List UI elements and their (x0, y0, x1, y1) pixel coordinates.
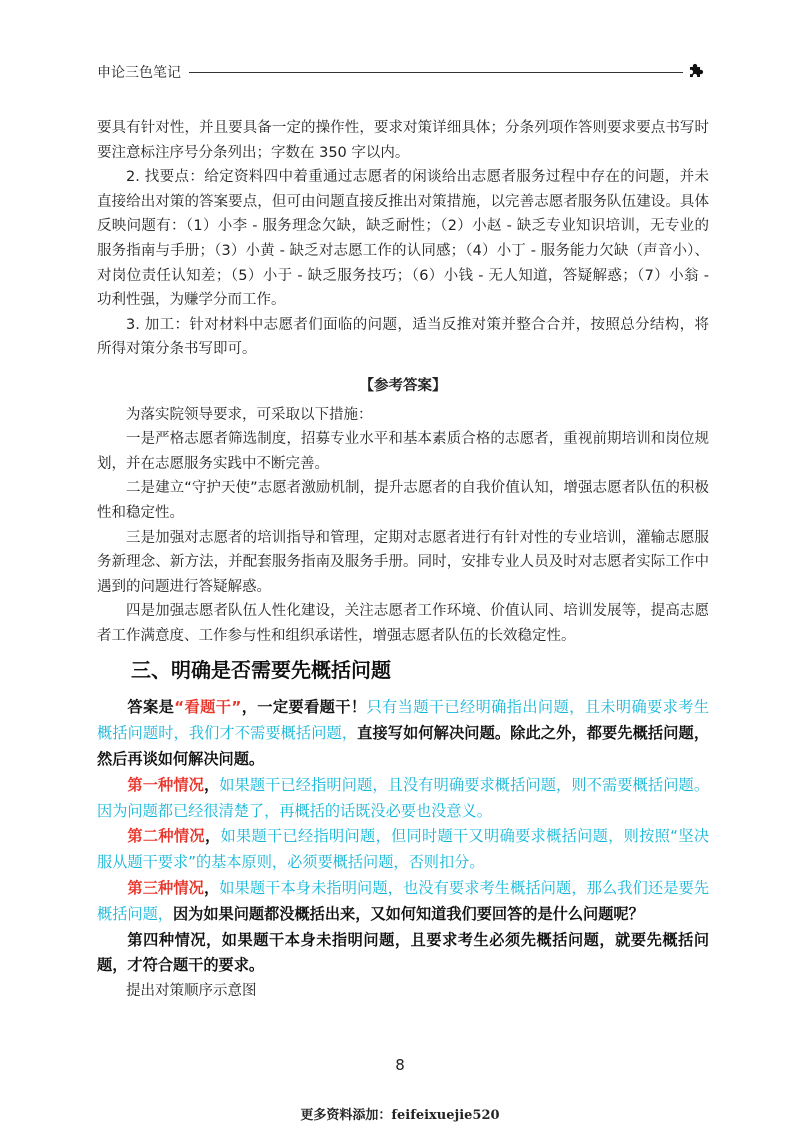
figure-caption: 提出对策顺序示意图 (126, 983, 257, 1000)
case-2-text: 如果题干已经指明问题，但同时题干又明确要求概括问题，则按照“坚决服从题干要求”的基本原则，必须要概括问题，否则扣分。 (97, 827, 710, 872)
intro-paragraph-2: 2. 找要点：给定资料四中着重通过志愿者的闲谈给出志愿者服务过程中存在的问题，并未直接给出对策的答案要点，但可由问题直接反推出对策措施，以完善志愿者服务队伍建设。具体反映问题有：（1）小李 - 服务理念欠缺，缺乏耐性；（2）小赵 - 缺乏专业知识培训，无专业的服务指南与手册；（3）小黄 - 缺乏对志愿工作的认同感；（4）小丁 - 服务能力欠缺（声音小）、对岗位责任认知差；（5）小于 - 缺乏服务技巧；（6）小钱 - 无人知道，答疑解惑；（7）小翁 - 功利性强，为赚学分而工作。 (97, 169, 709, 309)
case-1 (97, 773, 709, 825)
case-1-comma: ， (203, 775, 220, 794)
answer-lead: 为落实院领导要求，可采取以下措施： (126, 406, 373, 423)
case-1-label: 第一种情况 (127, 775, 204, 794)
answer-item-1: 一是严格志愿者筛选制度，招募专业水平和基本素质合格的志愿者，重视前期培训和岗位规划，并在志愿服务实践中不断完善。 (97, 431, 709, 472)
case-2 (97, 824, 709, 876)
case-2-label: 第二种情况 (127, 827, 205, 846)
header-title: 申论三色笔记 (97, 65, 181, 81)
section-paragraph-1 (97, 695, 709, 772)
only-when-highlight: 只有当题干已经明确指出问题，且未明确要求考生概括问题时，我们才不需要概括问题， (97, 698, 710, 743)
case-3-comma: ， (203, 879, 220, 898)
case-4: 第四种情况，如果题干本身未指明问题，且要求考生必须先概括问题，就要先概括问题，才符合题干的要求。 (97, 930, 709, 975)
puzzle-piece-icon (687, 60, 707, 80)
direct-write-text: 直接写如何解决问题。除此之外，都要先概括问题，然后再谈如何解决问题。 (97, 724, 710, 769)
page-number: 8 (395, 1056, 405, 1074)
intro-paragraph-1: 要具有针对性，并且要具备一定的操作性，要求对策详细具体；分条列项作答则要求要点书写时要注意标注序号分条列出；字数在 350 字以内。 (97, 120, 709, 161)
page-content (97, 116, 709, 1003)
see-stem-highlight: “看题干” (174, 698, 242, 717)
header-rule (189, 72, 683, 73)
case-1-text: 如果题干已经指明问题，且没有明确要求概括问题，则不需要概括问题。因为问题都已经很清楚了，再概括的话既没必要也没意义。 (97, 775, 710, 820)
page-header (97, 60, 707, 84)
answer-item-2: 二是建立“守护天使”志愿者激励机制，提升志愿者的自我价值认知，增强志愿者队伍的积极性和稳定性。 (97, 480, 709, 521)
answer-is-text: 答案是 (127, 698, 175, 717)
section-title: 三、明确是否需要先概括问题 (131, 658, 391, 683)
answer-item-3: 三是加强对志愿者的培训指导和管理，定期对志愿者进行有针对性的专业培训，灌输志愿服务新理念、新方法，并配套服务指南及服务手册。同时，安排专业人员及时对志愿者实际工作中遇到的问题进行答疑解惑。 (97, 529, 709, 595)
case-3-label: 第三种情况 (127, 879, 204, 898)
answer-item-4: 四是加强志愿者队伍人性化建设，关注志愿者工作环境、价值认同、培训发展等，提高志愿者工作满意度、工作参与性和组织承诺性，增强志愿者队伍的长效稳定性。 (97, 603, 709, 644)
footer-note: 更多资料添加：feifeixuejie520 (300, 1108, 500, 1123)
case-3 (97, 876, 709, 928)
answer-heading: 【参考答案】 (359, 377, 447, 394)
case-3-text: 如果题干本身未指明问题，也没有要求考生概括问题，那么我们还是要先概括问题， (97, 879, 710, 923)
must-see-stem-text: ，一定要看题干！ (241, 698, 367, 717)
case-2-comma: ， (204, 827, 221, 846)
intro-paragraph-3: 3. 加工：针对材料中志愿者们面临的问题，适当反推对策并整合合并，按照总分结构，将所得对策分条书写即可。 (97, 316, 709, 358)
case-3-tail: 因为如果问题都没概括出来，又如何知道我们要回答的是什么问题呢？ (172, 904, 644, 923)
